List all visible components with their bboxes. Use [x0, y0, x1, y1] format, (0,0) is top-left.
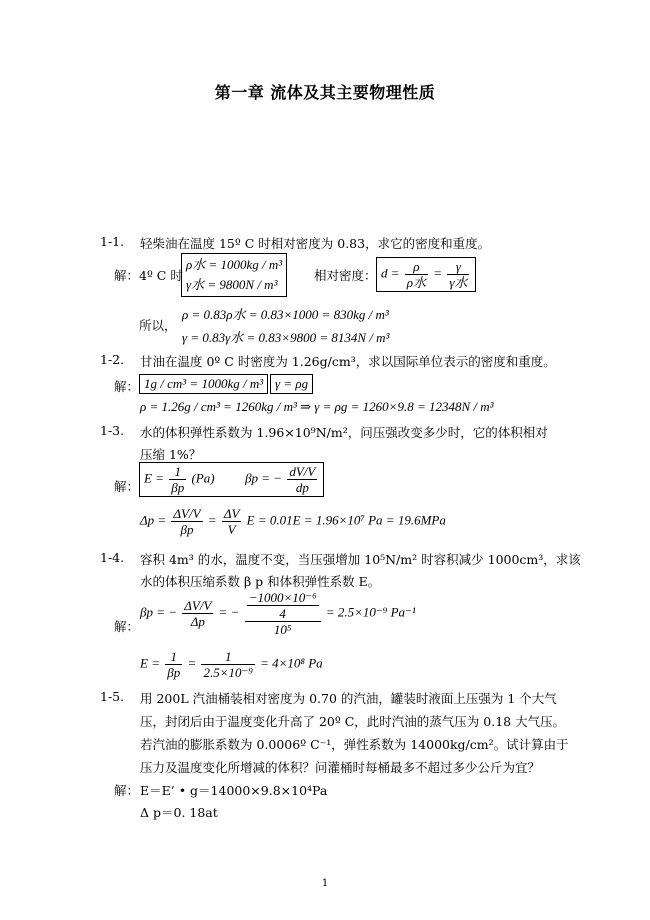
relative-density-formula [376, 257, 476, 292]
solution-label-1-1: 解： [114, 268, 140, 283]
e-calc-result: = 4×10⁸ Pa [260, 655, 323, 671]
fraction-gamma-num: γ [447, 259, 469, 275]
e-fraction [169, 464, 186, 495]
problem-statement-1-5-line2: 压，封闭后由于温度变化升高了 20º C，此时汽油的蒸气压为 0.18 大气压。 [140, 714, 566, 729]
inner-fraction-num: −1000×10⁻⁶ [248, 590, 317, 605]
beta-fraction-num: dV/V [289, 464, 316, 479]
beta-p-result: = 2.5×10⁻⁹ Pa⁻¹ [325, 604, 416, 620]
pressure-change-result [140, 506, 446, 537]
dp-fraction-1-den: βp [180, 522, 194, 537]
e-calc-fraction-2-num: 1 [201, 649, 254, 665]
problem-number-1-1: 1-1. [100, 234, 125, 249]
problem-statement-1-3-line1: 水的体积弹性系数为 1.96×10⁹N/m²，问压强改变多少时，它的体积相对 [140, 425, 548, 440]
water-constants-box [181, 253, 287, 297]
dp-rest: E = 0.01E = 1.96×10⁷ Pa = 19.6MPa [246, 512, 446, 528]
compound-fraction-num [245, 590, 321, 622]
problem-statement-1-2: 甘油在温度 0º C 时密度为 1.26g/cm³，求以国际单位表示的密度和重度。 [140, 354, 556, 369]
problem-number-1-2: 1-2. [100, 352, 125, 367]
problem-statement-1-5-line3: 若汽油的膨胀系数为 0.0006º C⁻¹，弹性系数为 14000kg/cm²。试计算由于 [140, 737, 569, 752]
problem-number-1-3: 1-3. [100, 423, 125, 438]
temperature-condition: 4º C 时 [139, 268, 183, 283]
water-density: ρ水 = 1000kg / m³ [186, 257, 283, 272]
e-fraction-den: βp [171, 480, 185, 495]
beta-p-equals: = − [218, 604, 240, 620]
e-calc-fraction-2-den: 2.5×10⁻⁹ [203, 665, 253, 680]
compound-fraction-den: 10⁵ [273, 622, 292, 637]
problem-statement-1-3-line2: 压缩 1%？ [140, 447, 202, 462]
e-lhs: E = [144, 470, 164, 486]
e-unit: (Pa) [191, 470, 215, 486]
density-result: ρ = 0.83ρ水 = 0.83×1000 = 830kg / m³ [182, 307, 389, 322]
solution-label-1-3: 解： [114, 479, 140, 494]
fraction-gamma [447, 259, 469, 290]
e-fraction-num: 1 [169, 464, 186, 480]
fraction-rho-den: ρ水 [406, 275, 427, 290]
e-calc-fraction-1-num: 1 [165, 649, 182, 665]
e-calc-fraction-2 [201, 649, 254, 680]
problem-statement-1-4-line1: 容积 4m³ 的水，温度不变，当压强增加 10⁵N/m² 时容积减少 1000cm³，求该 [140, 552, 581, 567]
beta-p-fraction-den: Δp [190, 614, 205, 629]
e-calc-lhs: E = [140, 655, 160, 671]
beta-p-fraction-num: ΔV/V [184, 598, 212, 613]
relative-density-label: 相对密度： [314, 268, 377, 283]
weight-result: γ = 0.83γ水 = 0.83×9800 = 8134N / m³ [182, 330, 390, 345]
beta-fraction-den: dp [295, 480, 309, 495]
e-calc-equals: = [187, 655, 197, 671]
inner-fraction-den: 4 [279, 606, 286, 621]
dp-fraction-2-den: V [227, 522, 236, 537]
beta-fraction [287, 464, 317, 495]
dp-fraction-2-num: ΔV [223, 506, 240, 521]
weight-formula-box: γ = ρg [270, 374, 313, 394]
inner-fraction [247, 590, 319, 621]
problem-number-1-5: 1-5. [100, 689, 125, 704]
water-weight: γ水 = 9800N / m³ [186, 277, 278, 292]
e-calc-fraction-1 [165, 649, 182, 680]
problem-statement-1-4-line2: 水的体积压缩系数 β p 和体积弹性系数 E。 [140, 574, 381, 589]
dp-fraction-2 [222, 506, 242, 537]
problem-statement-1-5-line4: 压力及温度变化所增减的体积？问灌桶时每桶最多不超过多少公斤为宜？ [140, 760, 541, 775]
e-calc-fraction-1-den: βp [167, 665, 181, 680]
beta-p-lhs: βp = − [140, 604, 178, 620]
chapter-title: 第一章 流体及其主要物理性质 [214, 83, 436, 102]
gasoline-elasticity: E＝E’ • g＝14000×9.8×10⁴Pa [140, 783, 328, 798]
solution-label-1-2: 解： [114, 379, 140, 394]
elasticity-definition-box [139, 462, 324, 497]
elasticity-calculation [140, 649, 323, 680]
dp-lhs: Δp = [140, 512, 167, 528]
solution-label-1-4: 解： [114, 619, 140, 634]
therefore-label: 所以， [139, 318, 177, 333]
dp-equals: = [207, 512, 217, 528]
relative-density-lhs: d = [381, 265, 400, 281]
beta-lhs: βp = − [245, 470, 283, 486]
dp-fraction-1-num: ΔV/V [173, 506, 201, 521]
fraction-rho-num: ρ [405, 259, 428, 275]
compressibility-calculation [140, 590, 416, 637]
equals-sign: = [433, 265, 443, 281]
fraction-gamma-den: γ水 [449, 275, 468, 290]
page-number: 1 [321, 878, 329, 889]
fraction-rho [405, 259, 428, 290]
glycerin-result: ρ = 1.26g / cm³ = 1260kg / m³ ⇒ γ = ρg = 1260×9.8 = 12348N / m³ [140, 399, 494, 414]
problem-number-1-4: 1-4. [100, 550, 125, 565]
solution-label-1-5: 解： [114, 783, 140, 798]
dp-fraction-1 [171, 506, 202, 537]
vapor-pressure-change: Δ p＝0. 18at [140, 805, 218, 820]
problem-statement-1-5-line1: 用 200L 汽油桶装相对密度为 0.70 的汽油，罐装时液面上压强为 1 个大气 [140, 691, 557, 706]
beta-p-fraction [182, 598, 213, 629]
unit-conversion-box: 1g / cm³ = 1000kg / m³ [139, 374, 268, 394]
problem-statement-1-1: 轻柴油在温度 15º C 时相对密度为 0.83，求它的密度和重度。 [140, 236, 491, 251]
compound-fraction [245, 590, 321, 637]
